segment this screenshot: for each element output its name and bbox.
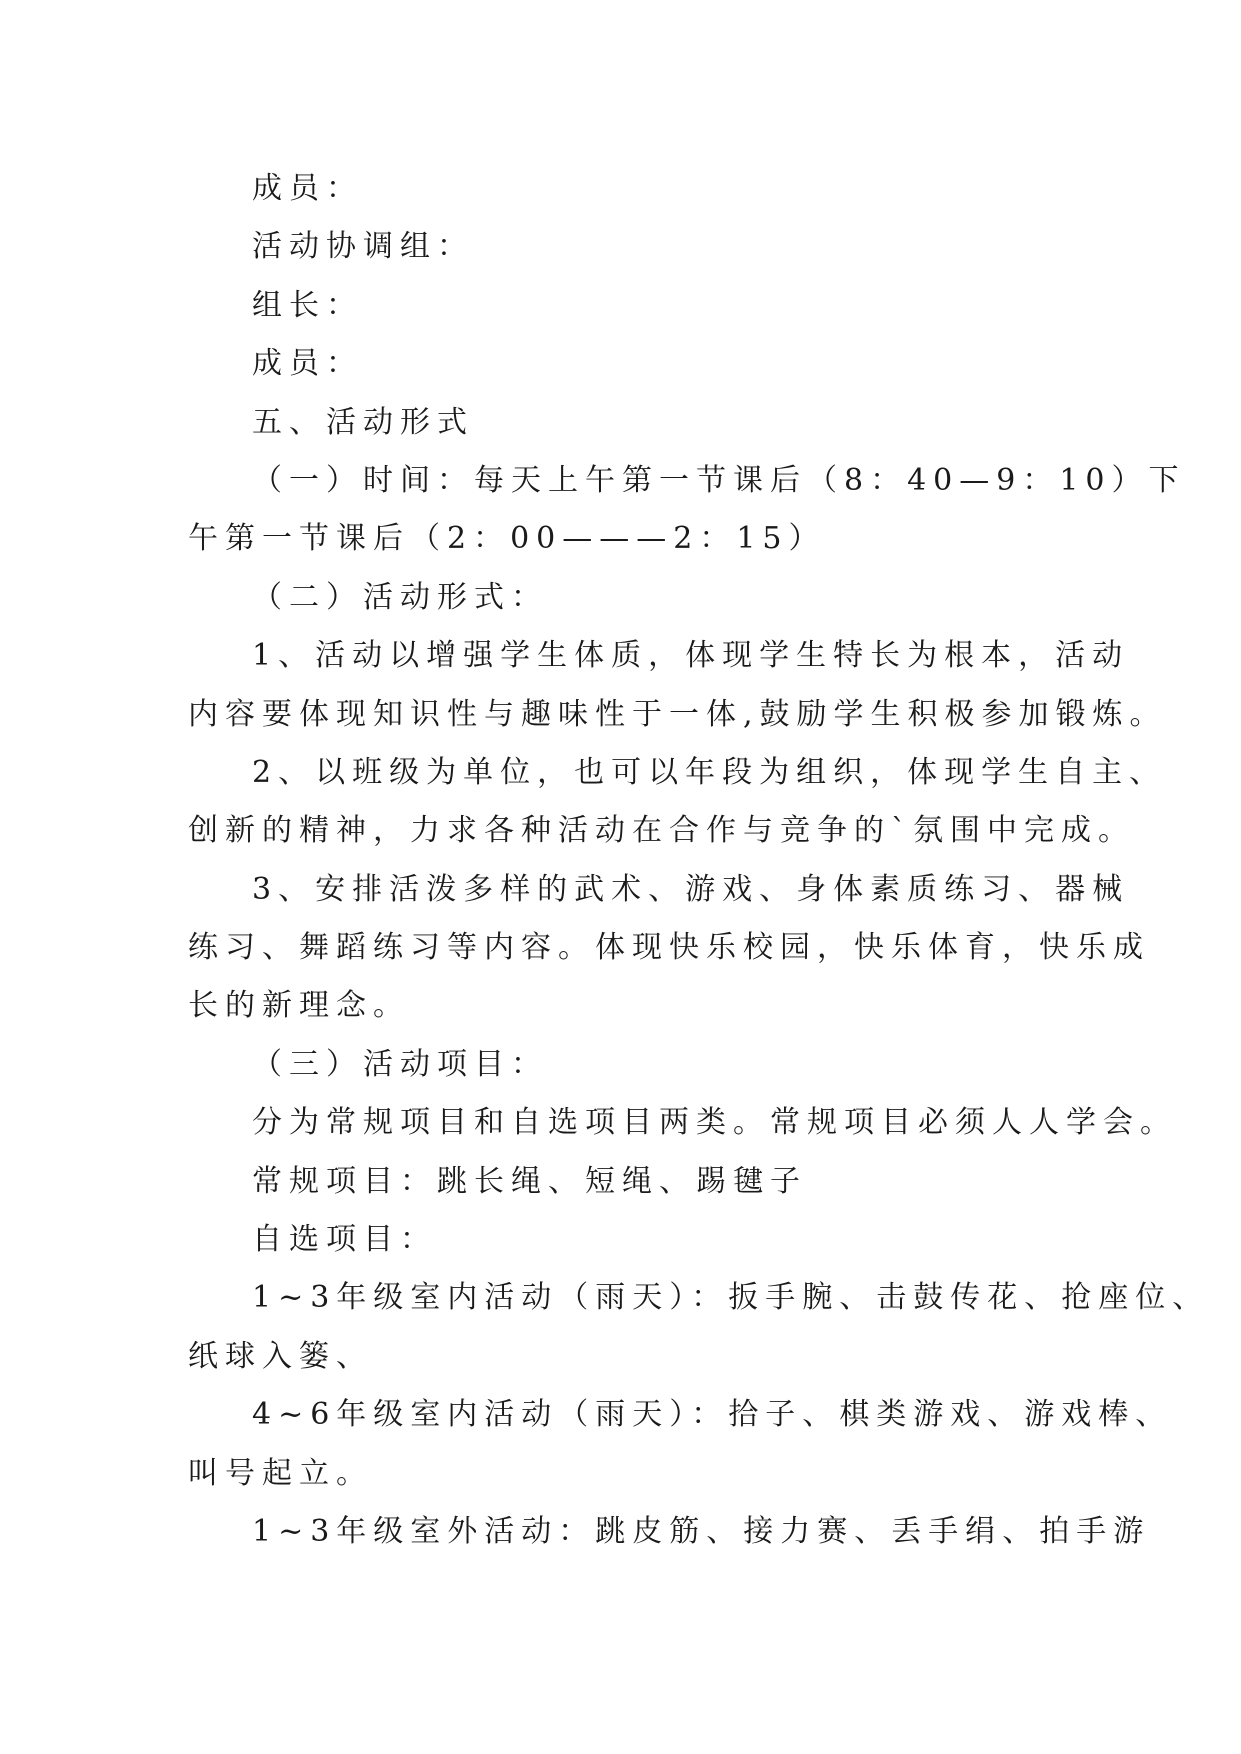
text-line: （一）时间：每天上午第一节课后（8：40—9：10）下 <box>252 462 1186 498</box>
text-line: 自选项目： <box>252 1222 437 1258</box>
text-line: 分为常规项目和自选项目两类。常规项目必须人人学会。 <box>252 1105 1177 1141</box>
text-line: 组长： <box>252 287 363 323</box>
text-line: 2、以班级为单位，也可以年段为组织，体现学生自主、 <box>252 754 1167 790</box>
text-line: 叫号起立。 <box>188 1455 373 1491</box>
text-line: 五、活动形式 <box>252 404 474 440</box>
text-line: 内容要体现知识性与趣味性于一体,鼓励学生积极参加锻炼。 <box>188 696 1167 732</box>
text-line: 午第一节课后（2：00———2：15） <box>188 521 826 557</box>
document-body <box>188 160 1210 1561</box>
text-line: 成员： <box>252 346 363 382</box>
text-line: 活动协调组： <box>252 229 474 265</box>
text-line: 练习、舞蹈练习等内容。体现快乐校园，快乐体育，快乐成 <box>188 930 1150 966</box>
text-line: 3、安排活泼多样的武术、游戏、身体素质练习、器械 <box>252 871 1130 907</box>
text-line: 1、活动以增强学生体质，体现学生特长为根本，活动 <box>252 638 1130 674</box>
text-line: 创新的精神，力求各种活动在合作与竞争的`氛围中完成。 <box>188 813 1135 849</box>
text-line: 纸球入篓、 <box>188 1338 373 1374</box>
text-line: （二）活动形式： <box>252 579 548 615</box>
text-line: 1~3年级室内活动（雨天）：扳手腕、击鼓传花、抢座位、 <box>252 1280 1210 1316</box>
text-line: 长的新理念。 <box>188 988 410 1024</box>
text-line: （三）活动项目： <box>252 1046 548 1082</box>
text-line: 4~6年级室内活动（雨天）：拾子、棋类游戏、游戏棒、 <box>252 1397 1173 1433</box>
text-line: 常规项目：跳长绳、短绳、踢毽子 <box>252 1163 807 1199</box>
text-line: 成员： <box>252 171 363 206</box>
text-line: 1~3年级室外活动：跳皮筋、接力赛、丢手绢、拍手游 <box>252 1513 1151 1549</box>
